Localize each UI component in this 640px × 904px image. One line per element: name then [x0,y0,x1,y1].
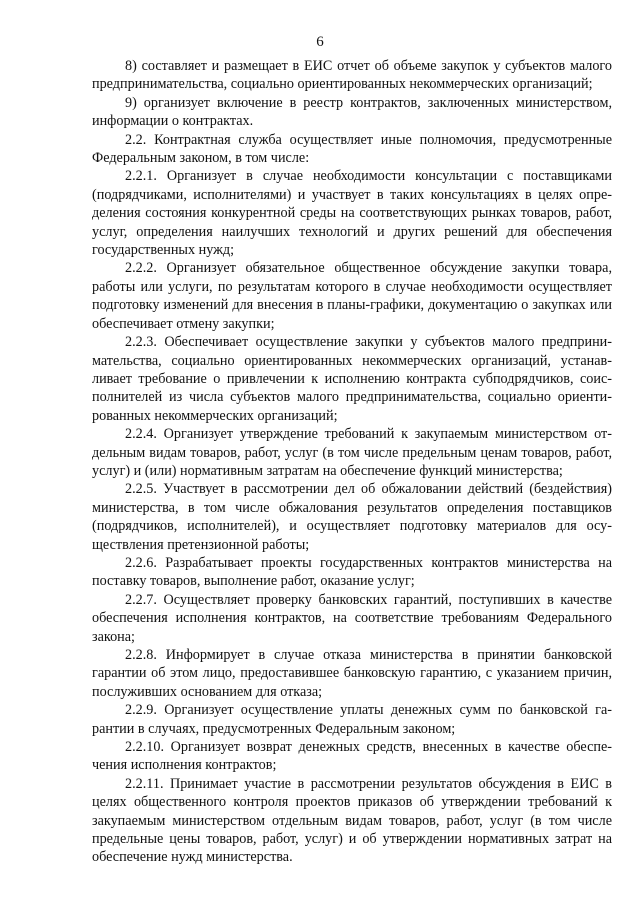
page-number: 6 [316,34,324,50]
paragraph-2-2-8: 2.2.8. Информирует в случае отказа министерства в принятии банковской гарантии об этом лицо, предоставившее банковскую гарантию, с указанием причин, послуживших основанием для отказа; [92,647,612,700]
paragraph-2-2: 2.2. Контрактная служба осуществляет иные полномочия, предусмотренные Федеральным законом, в том числе: [92,131,612,167]
paragraph-2-2-3: 2.2.3. Обеспечивает осуществление закупки у субъектов малого предпринимательства, социально ориентированных некоммерческих организаций, устанавливает требование о привлечении к исполнению контракта субподрядчиков, соисполнителей из числа субъектов малого предпринимательства, социально ориентированных некоммерческих организаций; [92,334,612,424]
document-body [92,57,612,867]
paragraph-2-2-4: 2.2.4. Организует утверждение требований к закупаемым министерством отдельным видам товаров, работ, услуг (в том числе предельным ценам товаров, работ, услуг) и (или) нормативным затратам на обеспечение функций министерства; [92,426,612,479]
paragraph-9: 9) организует включение в реестр контрактов, заключенных министерством, информации о контрактах. [92,94,612,130]
paragraph-2-2-2: 2.2.2. Организует обязательное общественное обсуждение закупки товара, работы или услуги, по результатам которого в случае необходимости осуществляет подготовку изменений для внесения в планы-графики, документацию о закупках или обеспечивает отмену закупки; [92,260,612,332]
paragraph-2-2-11: 2.2.11. Принимает участие в рассмотрении результатов обсуждения в ЕИС в целях общественного контроля проектов приказов об утверждении требований к закупаемым министерством отдельным видам товаров, работ, услуг (в том числе предельные цены товаров, работ, услуг) и об утверждении нормативных затрат на обеспечение нужд министерства. [92,775,612,866]
paragraph-2-2-5: 2.2.5. Участвует в рассмотрении дел об обжаловании действий (бездействия) министерства, в том числе обжалования результатов определения поставщиков (подрядчиков, исполнителей), и осуществляет подготовку материалов для осуществления претензионной работы; [92,481,612,553]
paragraph-2-2-9: 2.2.9. Организует осуществление уплаты денежных сумм по банковской гарантии в случаях, предусмотренных Федеральным законом; [92,702,612,737]
paragraph-2-2-1: 2.2.1. Организует в случае необходимости консультации с поставщиками (подрядчиками, исполнителями) и участвует в таких консультациях в целях определения состояния конкурентной среды на соответствующих рынках товаров, работ, услуг, определения наилучших технологий и других решений для обеспечения государственных нужд; [92,168,612,259]
paragraph-2-2-6: 2.2.6. Разрабатывает проекты государственных контрактов министерства на поставку товаров, выполнение работ, оказание услуг; [92,554,612,590]
paragraph-2-2-7: 2.2.7. Осуществляет проверку банковских гарантий, поступивших в качестве обеспечения исполнения контрактов, на соответствие требованиям Федерального закона; [92,591,612,645]
paragraph-8: 8) составляет и размещает в ЕИС отчет об объеме закупок у субъектов малого предпринимательства, социально ориентированных некоммерческих организаций; [92,58,612,93]
paragraph-2-2-10: 2.2.10. Организует возврат денежных средств, внесенных в качестве обеспечения исполнения контрактов; [92,739,612,774]
